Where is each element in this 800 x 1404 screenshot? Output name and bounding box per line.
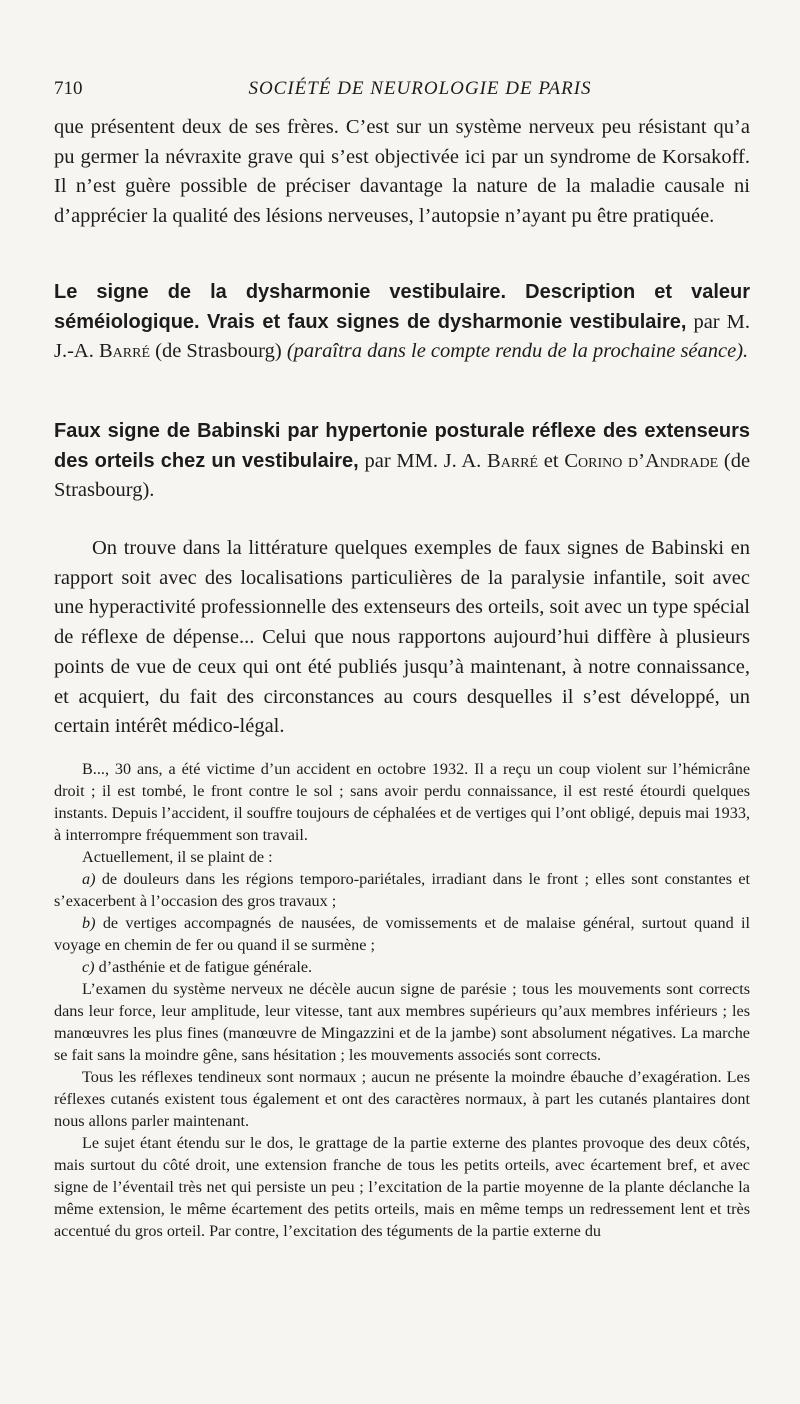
intro-paragraph: que présentent deux de ses frères. C’est sur un système nerveux peu résistant qu’a pu germer la névraxite grave qui s’est objectivée ici par un syndrome de Korsakoff. Il n’est guère possible de préciser davantage la nature de la maladie causale ni d’apprécier la qualité des lésions nerveuses, l’autopsie n’ayant pu être pratiquée. [54, 116, 750, 228]
running-title: SOCIÉTÉ DE NEUROLOGIE DE PARIS [248, 78, 592, 99]
case-paragraph: Le sujet étant étendu sur le dos, le grattage de la partie externe des plantes provoque des deux côtés, mais surtout du côté droit, une extension franche de tous les petits orteils, avec écartement bref, et avec signe de l’éventail très net qui persiste un peu ; l’excitation de la partie moyenne de la plante déclanche la même extension, le même écartement des petits orteils, mais en même temps un redressement lent et très accentué du gros orteil. Par contre, l’excitation des téguments de la partie externe du [54, 1133, 750, 1240]
case-paragraph: L’examen du système nerveux ne décèle aucun signe de parésie ; tous les mouvements sont corrects dans leur force, leur amplitude, leur vitesse, tant aux membres supérieurs qu’aux membres inférieurs ; les manœuvres les plus fines (manœuvre de Mingazzini et de la jambe) sont absolument négatives. La marche se fait sans la moindre gêne, sans hésitation ; les mouvements associés sont corrects. [54, 979, 750, 1064]
case-list-item [54, 868, 750, 912]
item-label: c) [82, 957, 95, 976]
article-title: Faux signe de Babinski par hypertonie posturale réflexe des extenseurs des orteils chez un vestibulaire, [54, 419, 750, 472]
article-author: Barré [98, 340, 150, 363]
article-affiliation: (de Strasbourg). [54, 449, 751, 502]
item-label: a) [82, 869, 96, 888]
article-author: Barré [487, 449, 539, 472]
article-heading-babinski [54, 417, 750, 506]
article-author: Corino d’Andrade [564, 449, 719, 472]
page-number: 710 [54, 78, 83, 99]
article-by: par M. J.-A. [54, 310, 751, 363]
case-paragraph: B..., 30 ans, a été victime d’un accident en octobre 1932. Il a reçu un coup violent sur l’hémicrâne droit ; il est tombé, le front contre le sol ; sans avoir perdu connaissance, il est resté étourdi quelques instants. Depuis l’accident, il souffre toujours de céphalées et de vertiges qui l’ont obligé, depuis mai 1933, à interrompre fréquemment son travail. [54, 759, 750, 844]
article-by: par MM. J. A. [364, 449, 482, 472]
page-header [54, 78, 746, 104]
item-label: b) [82, 913, 96, 932]
body-paragraph: On trouve dans la littérature quelques exemples de faux signes de Babinski en rapport soit avec des localisations particulières de la paralysie infantile, soit avec une hyperactivité professionnelle des extenseurs des orteils, soit avec un type spécial de réflexe de dépense... Celui que nous rapportons aujourd’hui diffère à plusieurs points de vue de ceux qui ont été publiés jusqu’à maintenant, à notre connaissance, et acquiert, du fait des circonstances au cours desquelles il s’est développé, un certain intérêt médico-légal. [54, 537, 750, 738]
case-paragraph: Actuellement, il se plaint de : [82, 847, 273, 866]
item-text: de douleurs dans les régions temporo-pariétales, irradiant dans le front ; elles sont constantes et s’exacerbent à l’occasion des gros travaux ; [54, 869, 751, 910]
article-affiliation: (de Strasbourg) [155, 340, 282, 363]
article-heading-dysharmonie [54, 278, 750, 367]
case-report [54, 758, 750, 1242]
item-text: de vertiges accompagnés de nausées, de vomissements et de malaise général, surtout quand il voyage en chemin de fer ou quand il se surmène ; [54, 913, 750, 954]
page-body [54, 113, 750, 1242]
case-list-item [54, 956, 750, 978]
case-paragraph: Tous les réflexes tendineux sont normaux ; aucun ne présente la moindre ébauche d’exagération. Les réflexes cutanés existent tous également et ont des caractères normaux, à part les cutanés plantaires dont nous allons parler maintenant. [54, 1067, 750, 1130]
case-list-item [54, 912, 750, 956]
article-note: (paraîtra dans le compte rendu de la prochaine séance). [286, 340, 749, 363]
article-connector: et [543, 449, 559, 472]
item-text: d’asthénie et de fatigue générale. [98, 957, 313, 976]
article-title: Le signe de la dysharmonie vestibulaire. Description et valeur séméiologique. Vrais et faux signes de dysharmonie vestibulaire, [54, 280, 750, 333]
